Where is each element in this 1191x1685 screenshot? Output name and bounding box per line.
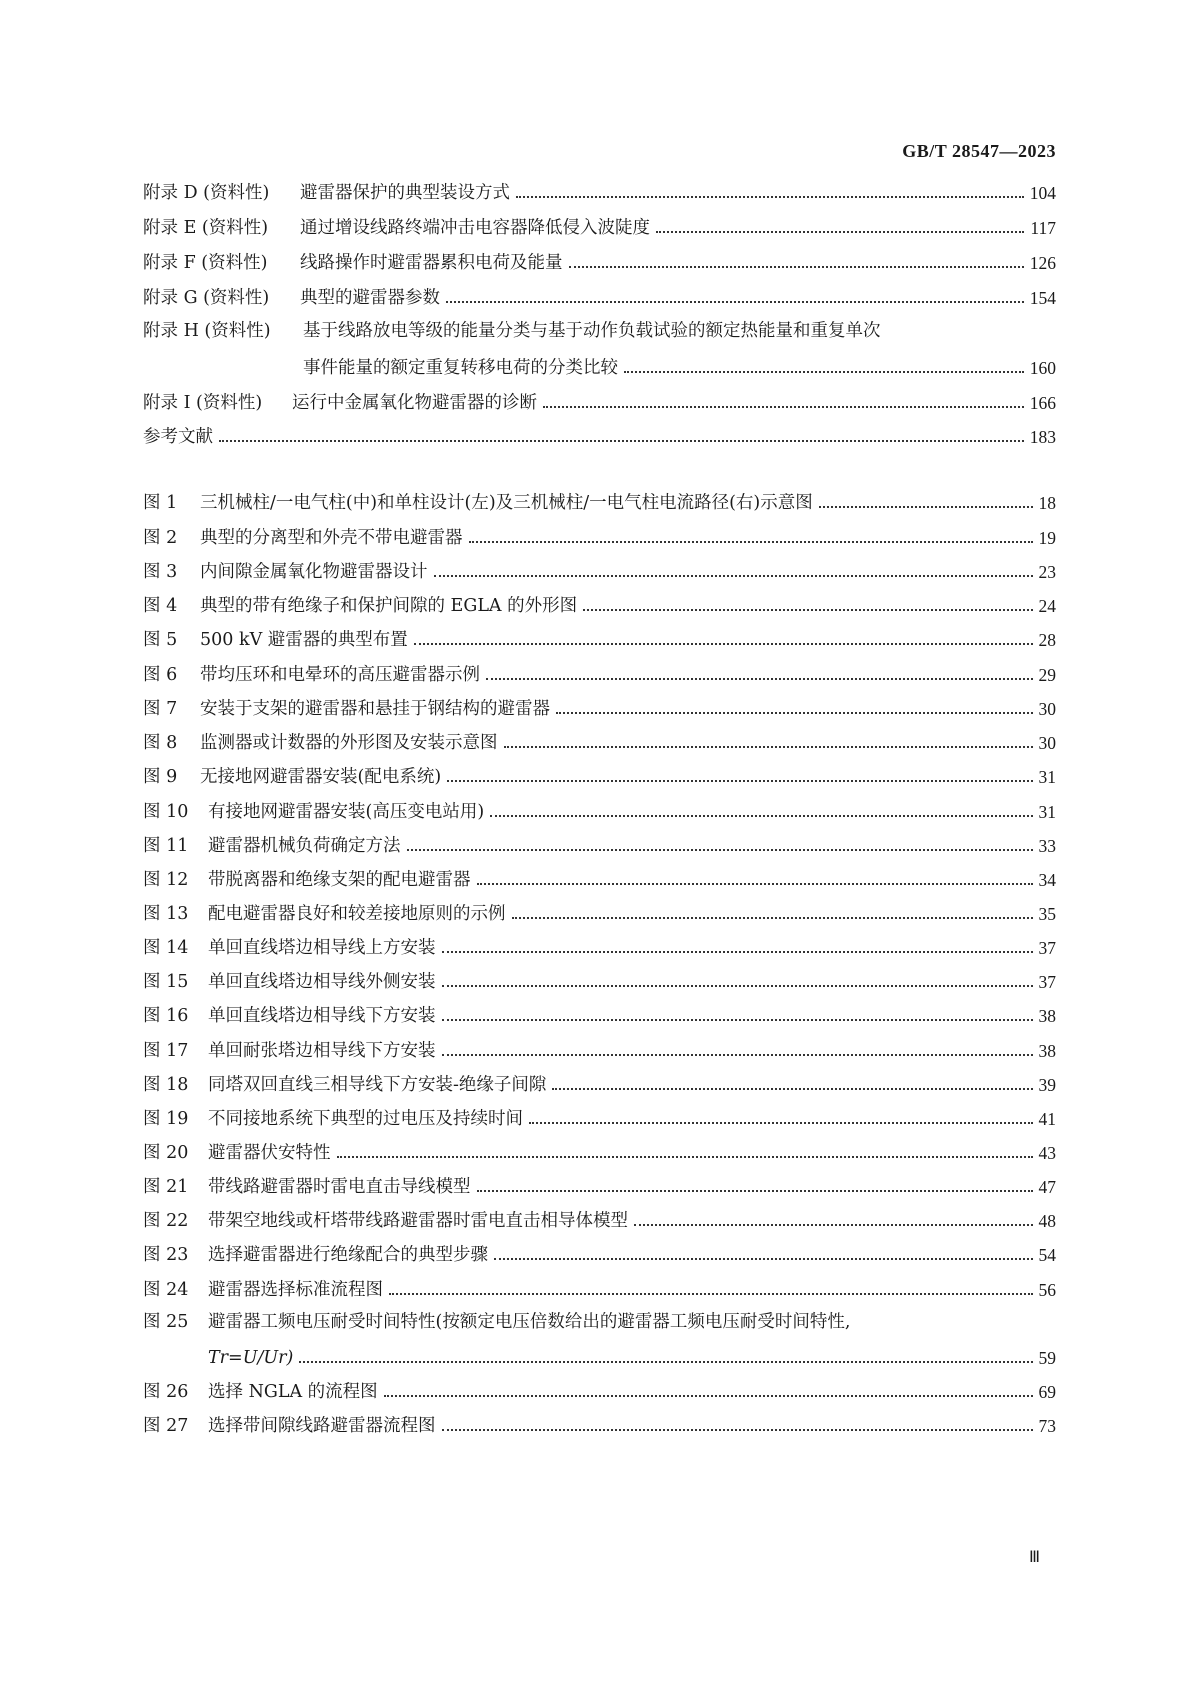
entry-title: 单回直线塔边相导线上方安装 [208, 938, 436, 958]
entry-title: 带均压环和电晕环的高压避雷器示例 [200, 665, 480, 685]
entry-page: 39 [1038, 1075, 1056, 1095]
entry-page: 59 [1038, 1348, 1056, 1368]
entry-page: 35 [1038, 904, 1056, 924]
entry-title: 带线路避雷器时雷电直击导线模型 [208, 1177, 471, 1197]
entry-prefix: 图 24 [143, 1280, 189, 1300]
leader-dots [442, 951, 1033, 953]
entry-title: 带架空地线或杆塔带线路避雷器时雷电直击相导体模型 [208, 1211, 628, 1231]
leader-dots [299, 1361, 1032, 1363]
toc-entry-figure-18[interactable] [143, 1072, 1056, 1098]
entry-prefix: 图 21 [143, 1177, 189, 1197]
entry-title: 单回耐张塔边相导线下方安装 [208, 1041, 436, 1061]
entry-page: 47 [1038, 1177, 1056, 1197]
entry-page: 30 [1038, 699, 1056, 719]
entry-page: 160 [1029, 358, 1056, 378]
entry-prefix: 图 14 [143, 938, 189, 958]
toc-entry-figure-23[interactable] [143, 1242, 1056, 1268]
entry-title: 同塔双回直线三相导线下方安装-绝缘子间隙 [208, 1075, 547, 1095]
entry-title: 500 kV 避雷器的典型布置 [200, 630, 408, 650]
leader-dots [486, 678, 1033, 680]
entry-title: 参考文献 [143, 427, 213, 447]
entry-page: 41 [1038, 1109, 1056, 1129]
entry-prefix: 附录 H (资料性) [143, 321, 271, 341]
toc-entry-figure-10[interactable] [143, 799, 1056, 825]
leader-dots [512, 917, 1033, 919]
leader-dots [543, 406, 1024, 408]
entry-prefix: 附录 G (资料性) [143, 288, 270, 308]
entry-page: 18 [1038, 493, 1056, 513]
entry-prefix: 图 26 [143, 1382, 189, 1402]
entry-page: 29 [1038, 665, 1056, 685]
leader-dots [494, 1258, 1033, 1260]
toc-entry-figure-20[interactable] [143, 1140, 1056, 1166]
leader-dots [529, 1122, 1033, 1124]
entry-page: 73 [1038, 1416, 1056, 1436]
entry-prefix: 图 13 [143, 904, 189, 924]
entry-title: 避雷器选择标准流程图 [208, 1280, 383, 1300]
toc-entry-figure-7[interactable] [143, 696, 1056, 722]
leader-dots [219, 440, 1024, 442]
entry-prefix: 图 23 [143, 1245, 189, 1265]
entry-page: 28 [1038, 630, 1056, 650]
entry-title: 监测器或计数器的外形图及安装示意图 [200, 733, 498, 753]
entry-prefix: 图 12 [143, 870, 189, 890]
entry-prefix: 图 7 [143, 699, 178, 719]
toc-entry-figure-27[interactable] [143, 1413, 1056, 1439]
entry-page: 48 [1038, 1211, 1056, 1231]
entry-page: 33 [1038, 836, 1056, 856]
entry-title: 配电避雷器良好和较差接地原则的示例 [208, 904, 506, 924]
leader-dots [414, 643, 1033, 645]
toc-entry-figure-25-line2[interactable] [143, 1345, 1056, 1371]
leader-dots [556, 712, 1033, 714]
entry-prefix: 图 6 [143, 665, 178, 685]
entry-prefix: 图 22 [143, 1211, 189, 1231]
leader-dots [389, 1293, 1033, 1295]
entry-page: 23 [1038, 562, 1056, 582]
leader-dots [447, 780, 1032, 782]
entry-prefix: 图 16 [143, 1006, 189, 1026]
toc-entry-figure-16[interactable] [143, 1003, 1056, 1029]
leader-dots [477, 1190, 1033, 1192]
page-number: Ⅲ [1029, 1549, 1041, 1566]
entry-title: 单回直线塔边相导线下方安装 [208, 1006, 436, 1026]
entry-title: 线路操作时避雷器累积电荷及能量 [300, 253, 563, 273]
entry-prefix: 图 3 [143, 562, 178, 582]
entry-title: 避雷器工频电压耐受时间特性(按额定电压倍数给出的避雷器工频电压耐受时间特性, [208, 1312, 851, 1332]
leader-dots [819, 506, 1033, 508]
entry-page: 37 [1038, 938, 1056, 958]
entry-title: 三机械柱/一电气柱(中)和单柱设计(左)及三机械柱/一电气柱电流路径(右)示意图 [200, 493, 813, 513]
entry-page: 154 [1029, 288, 1056, 308]
leader-dots [442, 985, 1033, 987]
leader-dots [569, 266, 1024, 268]
entry-title: 不同接地系统下典型的过电压及持续时间 [208, 1109, 523, 1129]
leader-dots [469, 541, 1033, 543]
entry-prefix: 图 25 [143, 1312, 189, 1332]
toc-entry-annex-g[interactable] [143, 285, 1056, 311]
entry-prefix: 图 19 [143, 1109, 189, 1129]
entry-page: 117 [1030, 218, 1056, 238]
leader-dots [407, 849, 1033, 851]
entry-prefix: 图 20 [143, 1143, 189, 1163]
entry-title: 选择避雷器进行绝缘配合的典型步骤 [208, 1245, 488, 1265]
toc-entry-figure-13[interactable] [143, 901, 1056, 927]
entry-page: 56 [1038, 1280, 1056, 1300]
leader-dots [504, 746, 1033, 748]
toc-entry-figure-5[interactable] [143, 627, 1056, 653]
entry-title: 典型的带有绝缘子和保护间隙的 EGLA 的外形图 [200, 596, 578, 616]
leader-dots [656, 231, 1024, 233]
toc-entry-figure-4[interactable] [143, 593, 1056, 619]
toc-entry-figure-14[interactable] [143, 935, 1056, 961]
toc-entry-bibliography[interactable] [143, 424, 1056, 450]
entry-prefix: 图 17 [143, 1041, 189, 1061]
toc-entry-annex-h-line2[interactable] [143, 355, 1056, 381]
entry-title-cont: 事件能量的额定重复转移电荷的分类比较 [303, 358, 618, 378]
toc-entry-figure-17[interactable] [143, 1038, 1056, 1064]
entry-title: 有接地网避雷器安装(高压变电站用) [208, 802, 485, 822]
entry-prefix: 图 15 [143, 972, 189, 992]
entry-title: 内间隙金属氧化物避雷器设计 [200, 562, 428, 582]
entry-title: 选择 NGLA 的流程图 [208, 1382, 378, 1402]
entry-title: 避雷器保护的典型装设方式 [300, 183, 510, 203]
entry-title: 安装于支架的避雷器和悬挂于钢结构的避雷器 [200, 699, 550, 719]
entry-title: 避雷器伏安特性 [208, 1143, 331, 1163]
leader-dots [634, 1224, 1033, 1226]
entry-page: 166 [1029, 393, 1056, 413]
entry-title: 通过增设线路终端冲击电容器降低侵入波陡度 [300, 218, 650, 238]
leader-dots [442, 1054, 1033, 1056]
toc-entry-figure-22[interactable] [143, 1208, 1056, 1234]
entry-page: 31 [1038, 767, 1056, 787]
toc-entry-annex-h-line1[interactable] [143, 318, 881, 344]
toc-entry-figure-1[interactable] [143, 490, 1056, 516]
entry-prefix: 图 27 [143, 1416, 189, 1436]
toc-entry-figure-2[interactable] [143, 525, 1056, 551]
entry-title: 运行中金属氧化物避雷器的诊断 [292, 393, 537, 413]
entry-prefix: 附录 F (资料性) [143, 253, 268, 273]
leader-dots [442, 1019, 1033, 1021]
toc-entry-figure-9[interactable] [143, 764, 1056, 790]
leader-dots [384, 1395, 1033, 1397]
toc-entry-figure-3[interactable] [143, 559, 1056, 585]
entry-prefix: 附录 E (资料性) [143, 218, 269, 238]
toc-entry-annex-e[interactable] [143, 215, 1056, 241]
entry-title: 单回直线塔边相导线外侧安装 [208, 972, 436, 992]
entry-prefix: 图 8 [143, 733, 178, 753]
entry-page: 104 [1029, 183, 1056, 203]
entry-title: 基于线路放电等级的能量分类与基于动作负载试验的额定热能量和重复单次 [303, 321, 881, 341]
standard-code: GB/T 28547—2023 [902, 141, 1056, 161]
leader-dots [446, 301, 1024, 303]
leader-dots [434, 575, 1033, 577]
entry-title-cont: Tr=U/Ur) [208, 1348, 294, 1368]
toc-entry-figure-6[interactable] [143, 662, 1056, 688]
toc-entry-figure-21[interactable] [143, 1174, 1056, 1200]
entry-prefix: 图 2 [143, 528, 178, 548]
entry-prefix: 图 9 [143, 767, 178, 787]
entry-prefix: 图 18 [143, 1075, 189, 1095]
entry-page: 37 [1038, 972, 1056, 992]
leader-dots [442, 1429, 1033, 1431]
leader-dots [583, 609, 1032, 611]
leader-dots [490, 815, 1032, 817]
toc-entry-annex-d[interactable] [143, 180, 1056, 206]
toc-entry-annex-f[interactable] [143, 250, 1056, 276]
entry-prefix: 图 4 [143, 596, 178, 616]
leader-dots [552, 1088, 1032, 1090]
entry-page: 38 [1038, 1041, 1056, 1061]
entry-page: 24 [1038, 596, 1056, 616]
entry-prefix: 图 11 [143, 836, 189, 856]
leader-dots [337, 1156, 1033, 1158]
entry-page: 30 [1038, 733, 1056, 753]
entry-title: 带脱离器和绝缘支架的配电避雷器 [208, 870, 471, 890]
toc-entry-figure-19[interactable] [143, 1106, 1056, 1132]
entry-page: 183 [1029, 427, 1056, 447]
entry-page: 43 [1038, 1143, 1056, 1163]
toc-entry-figure-11[interactable] [143, 833, 1056, 859]
leader-dots [624, 371, 1024, 373]
entry-title: 无接地网避雷器安装(配电系统) [200, 767, 442, 787]
entry-title: 典型的分离型和外壳不带电避雷器 [200, 528, 463, 548]
entry-page: 34 [1038, 870, 1056, 890]
entry-prefix: 附录 I (资料性) [143, 393, 263, 413]
toc-entry-figure-25-line1[interactable] [143, 1309, 850, 1335]
entry-page: 19 [1038, 528, 1056, 548]
entry-title: 选择带间隙线路避雷器流程图 [208, 1416, 436, 1436]
entry-page: 54 [1038, 1245, 1056, 1265]
toc-entry-figure-26[interactable] [143, 1379, 1056, 1405]
entry-prefix: 图 5 [143, 630, 178, 650]
leader-dots [516, 196, 1024, 198]
entry-page: 31 [1038, 802, 1056, 822]
toc-entry-annex-i[interactable] [143, 390, 1056, 416]
entry-title: 典型的避雷器参数 [300, 288, 440, 308]
entry-page: 38 [1038, 1006, 1056, 1026]
entry-prefix: 图 10 [143, 802, 189, 822]
toc-entry-figure-24[interactable] [143, 1277, 1056, 1303]
leader-dots [477, 883, 1033, 885]
entry-page: 126 [1029, 253, 1056, 273]
entry-prefix: 附录 D (资料性) [143, 183, 270, 203]
entry-title: 避雷器机械负荷确定方法 [208, 836, 401, 856]
entry-page: 69 [1038, 1382, 1056, 1402]
entry-prefix: 图 1 [143, 493, 178, 513]
toc-entry-figure-12[interactable] [143, 867, 1056, 893]
toc-entry-figure-8[interactable] [143, 730, 1056, 756]
toc-entry-figure-15[interactable] [143, 969, 1056, 995]
